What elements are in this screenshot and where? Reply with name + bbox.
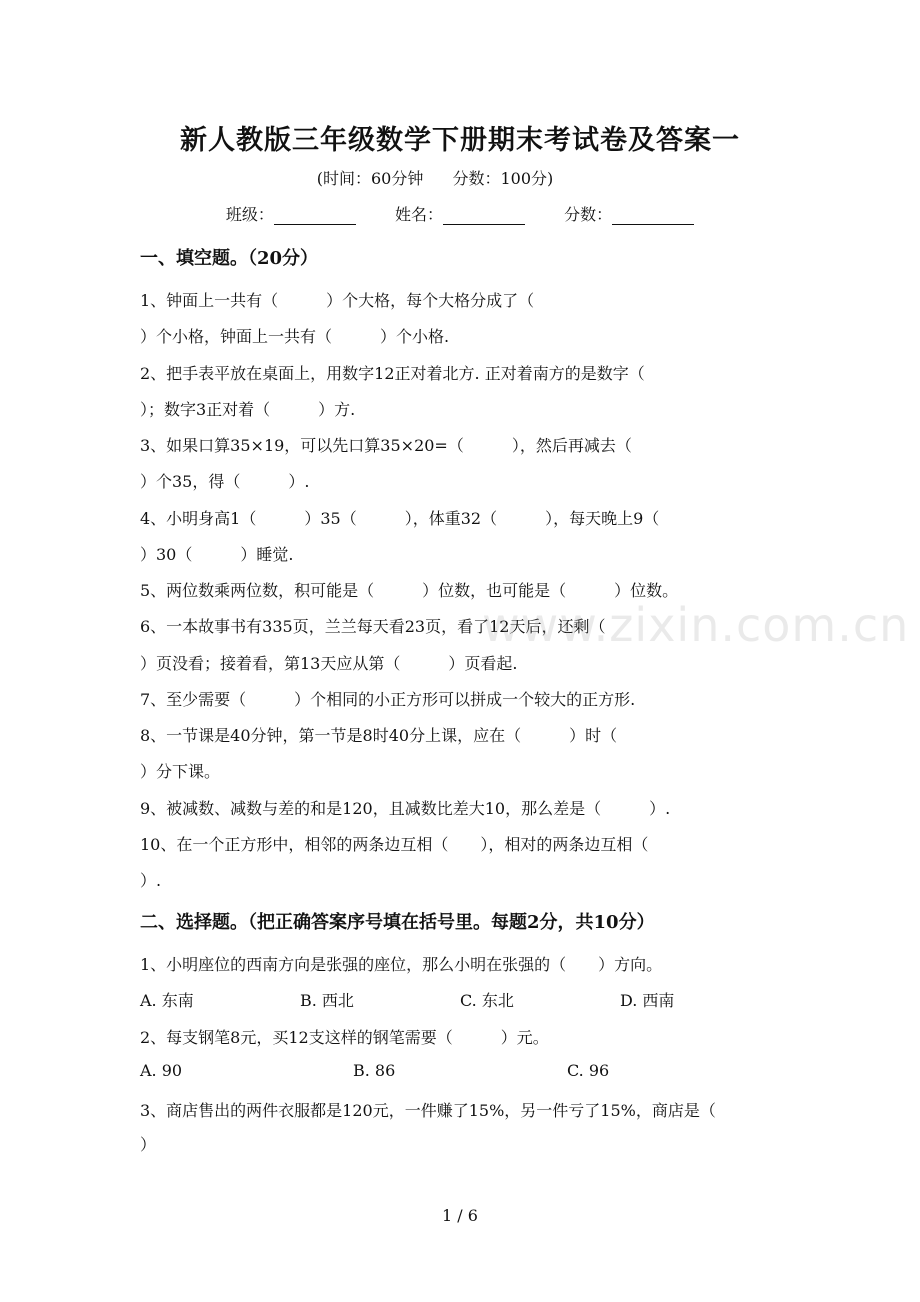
name-blank[interactable] <box>443 208 525 225</box>
option-c: C. 96 <box>567 1061 610 1080</box>
question-line: ）个35，得（ ）. <box>140 472 310 491</box>
question-line: 7、至少需要（ ）个相同的小正方形可以拼成一个较大的正方形. <box>140 690 636 709</box>
question-line: ）. <box>140 871 162 890</box>
section-heading-multiple-choice: 二、选择题。（把正确答案序号填在括号里。每题2分，共10分） <box>140 912 655 933</box>
page-number: 1 / 6 <box>442 1206 478 1225</box>
name-label: 姓名： <box>394 205 443 224</box>
question-line: 3、商店售出的两件衣服都是120元，一件赚了15%，另一件亏了15%，商店是（ <box>140 1101 716 1120</box>
class-blank[interactable] <box>274 208 356 225</box>
page-title: 新人教版三年级数学下册期末考试卷及答案一 <box>180 125 740 156</box>
score-label: 分数： <box>564 205 613 224</box>
question-line: 2、每支钢笔8元，买12支这样的钢笔需要（ ）元。 <box>140 1028 549 1047</box>
time-label: (时间：60分钟 <box>316 169 424 188</box>
name-field <box>395 202 525 225</box>
option-b: B. 86 <box>353 1061 396 1080</box>
question-line: 1、钟面上一共有（ ）个大格，每个大格分成了（ <box>140 291 535 310</box>
question-line: 1、小明座位的西南方向是张强的座位，那么小明在张强的（ ）方向。 <box>140 955 663 974</box>
score-blank[interactable] <box>612 208 694 225</box>
question-line: ）个小格，钟面上一共有（ ）个小格. <box>140 327 450 346</box>
question-line: 6、一本故事书有335页，兰兰每天看23页，看了12天后，还剩（ <box>140 617 606 636</box>
option-a: A. 东南 <box>140 991 194 1010</box>
student-info-row <box>0 202 920 225</box>
option-c: C. 东北 <box>460 991 514 1010</box>
question-line: 5、两位数乘两位数，积可能是（ ）位数，也可能是（ ）位数。 <box>140 581 679 600</box>
question-line: ） <box>140 1135 157 1154</box>
option-d: D. 西南 <box>620 991 675 1010</box>
question-line: ）分下课。 <box>140 762 221 781</box>
question-line: ）30（ ）睡觉. <box>140 545 294 564</box>
section-heading-fill-blank: 一、填空题。（20分） <box>140 248 319 269</box>
option-b: B. 西北 <box>300 991 354 1010</box>
question-line: 2、把手表平放在桌面上，用数字12正对着北方. 正对着南方的是数字（ <box>140 364 645 383</box>
question-line: ）；数字3正对着（ ）方. <box>140 400 356 419</box>
watermark: www.zixin.com.cn <box>482 598 910 652</box>
score-field <box>564 202 694 225</box>
question-line: 3、如果口算35×19，可以先口算35×20=（ ），然后再减去（ <box>140 436 632 455</box>
question-line: 9、被减数、减数与差的和是120，且减数比差大10，那么差是（ ）. <box>140 799 671 818</box>
question-line: 4、小明身高1（ ）35（ ），体重32（ ），每天晚上9（ <box>140 509 660 528</box>
class-field <box>226 202 356 225</box>
question-line: 8、一节课是40分钟，第一节是8时40分上课，应在（ ）时（ <box>140 726 618 745</box>
question-line: 10、在一个正方形中，相邻的两条边互相（ ），相对的两条边互相（ <box>140 835 649 854</box>
question-line: ）页没看；接着看，第13天应从第（ ）页看起. <box>140 654 518 673</box>
total-score-label: 分数：100分) <box>452 169 554 188</box>
option-a: A. 90 <box>140 1061 183 1080</box>
exam-meta <box>0 166 870 189</box>
class-label: 班级： <box>225 205 274 224</box>
